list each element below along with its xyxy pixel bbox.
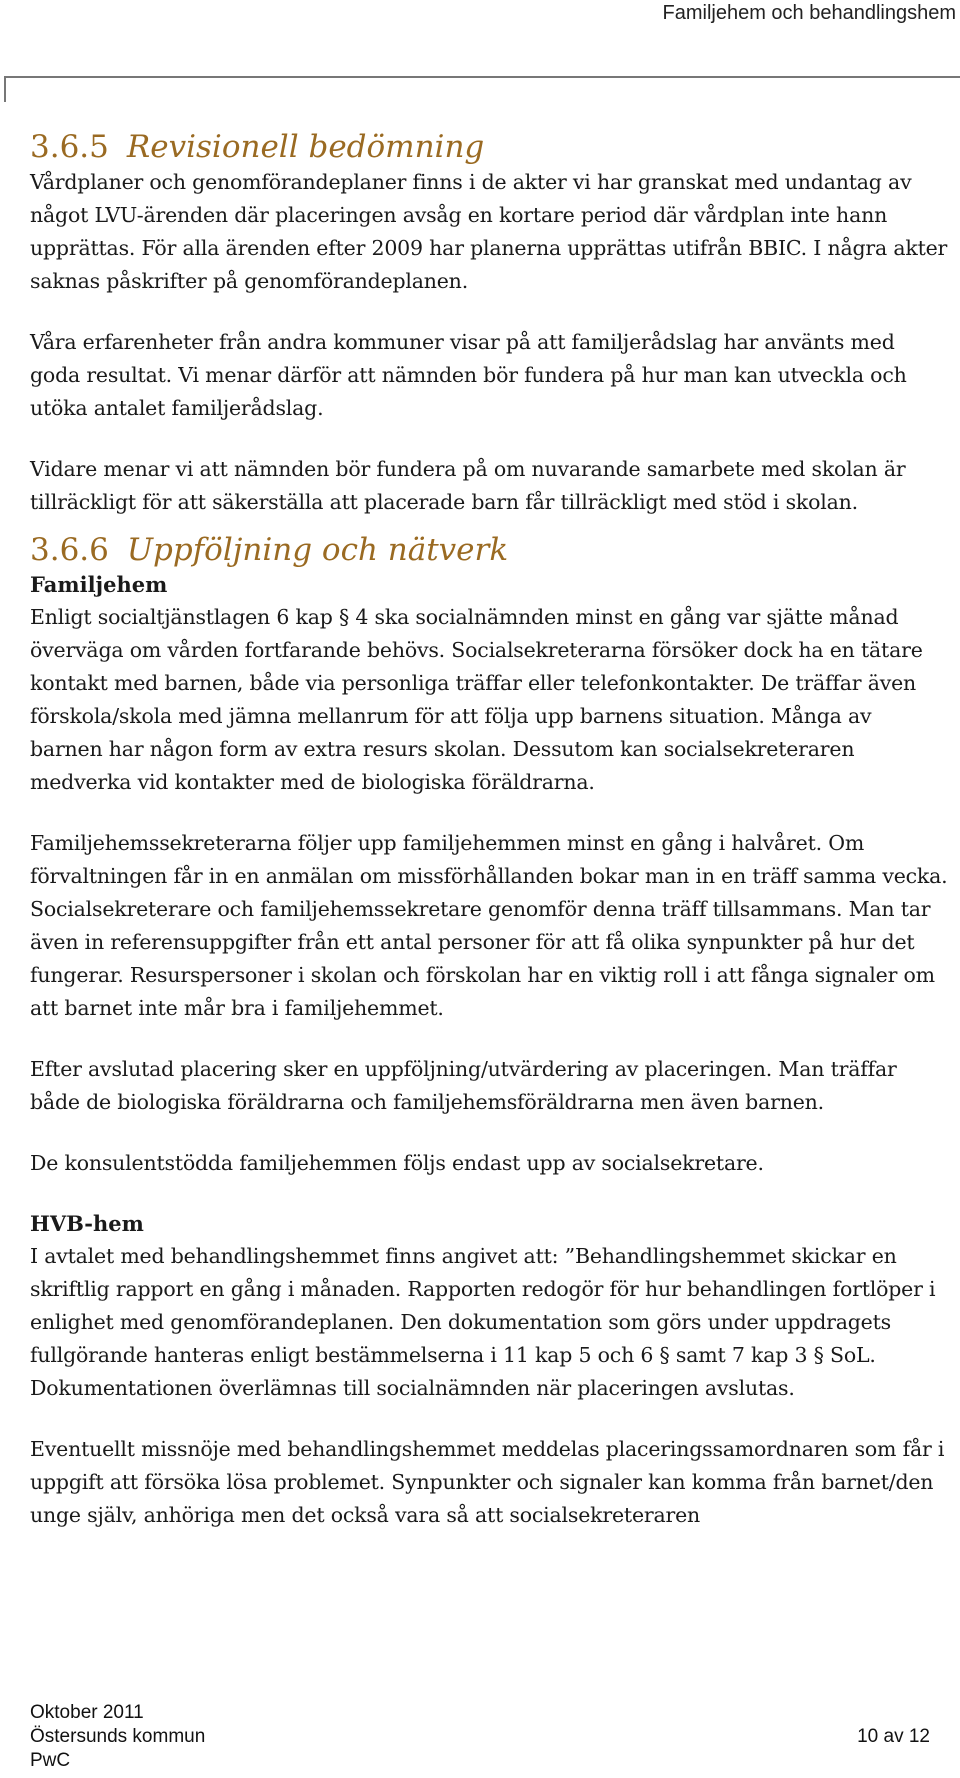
section-number-prefix: 3.6. bbox=[30, 532, 90, 568]
header-rule bbox=[4, 76, 960, 78]
paragraph: Vårdplaner och genomförandeplaner finns i de akter vi har granskat med undantag av något LVU-ärenden där placeringen avsåg en kortare period där vårdplan inte hann upprättas. För alla ärenden efter 2009 har planerna upprättas utifrån BBIC. I några akter saknas påskrifter på genomförandeplanen. bbox=[30, 170, 948, 293]
section-heading-3-6-5 bbox=[30, 128, 950, 166]
paragraph: Familjehemssekreterarna följer upp familjehemmen minst en gång i halvåret. Om förvaltningen får in en anmälan om missförhållanden bokar man in en träff samma vecka. Socialsekreterare och familjehemssekretare genomför denna träff tillsammans. Man tar även in referensuppgifter från ett antal personer för att få olika synpunkter på hur det fungerar. Resurspersoner i skolan och förskolan har en viktig roll i att fånga signaler om att barnet inte mår bra i familjehemmet. bbox=[30, 831, 948, 1020]
section-number-prefix: 3.6. bbox=[30, 129, 90, 165]
document-body bbox=[30, 128, 950, 1532]
section-number-suffix: 6 bbox=[89, 532, 109, 568]
section-title: Revisionell bedömning bbox=[126, 129, 485, 165]
subheading-familjehem: Familjehem bbox=[30, 572, 168, 597]
footer-organization: Östersunds kommun bbox=[30, 1726, 206, 1747]
paragraph: Eventuellt missnöje med behandlingshemmet meddelas placeringssamordnaren som får i uppgift att försöka lösa problemet. Synpunkter och signaler kan komma från barnet/den unge själv, anhöriga men det också vara så att socialsekreteraren bbox=[30, 1437, 945, 1527]
subheading-hvb-hem: HVB-hem bbox=[30, 1211, 144, 1236]
running-header: Familjehem och behandlingshem bbox=[662, 2, 956, 24]
paragraph: Våra erfarenheter från andra kommuner visar på att familjerådslag har använts med goda resultat. Vi menar därför att nämnden bör fundera på hur man kan utveckla och utöka antalet familjerådslag. bbox=[30, 330, 907, 420]
paragraph: Vidare menar vi att nämnden bör fundera på om nuvarande samarbete med skolan är tillräckligt för att säkerställa att placerade barn får tillräckligt med stöd i skolan. bbox=[30, 457, 906, 514]
paragraph: De konsulentstödda familjehemmen följs endast upp av socialsekretare. bbox=[30, 1151, 764, 1175]
section-number-suffix: 5 bbox=[89, 129, 109, 165]
page-footer bbox=[30, 1701, 205, 1773]
paragraph: I avtalet med behandlingshemmet finns angivet att: ”Behandlingshemmet skickar en skriftlig rapport en gång i månaden. Rapporten redogör för hur behandlingen fortlöper i enlighet med genomförandeplanen. Den dokumentation som görs under uppdragets fullgörande hanteras enligt bestämmelserna i 11 kap 5 och 6 § samt 7 kap 3 § SoL. Dokumentationen överlämnas till socialnämnden när placeringen avslutas. bbox=[30, 1244, 936, 1400]
paragraph: Efter avslutad placering sker en uppföljning/utvärdering av placeringen. Man träffar både de biologiska föräldrarna och familjehemsföräldrarna men även barnen. bbox=[30, 1057, 897, 1114]
page-number: 10 av 12 bbox=[857, 1726, 930, 1747]
footer-date: Oktober 2011 bbox=[30, 1702, 144, 1723]
header-tick bbox=[4, 76, 6, 102]
footer-firm: PwC bbox=[30, 1750, 71, 1771]
paragraph: Enligt socialtjänstlagen 6 kap § 4 ska socialnämnden minst en gång var sjätte månad överväga om vården fortfarande behövs. Socialsekreterarna försöker dock ha en tätare kontakt med barnen, både via personliga träffar eller telefonkontakter. De träffar även förskola/skola med jämna mellanrum för att följa upp barnens situation. Många av barnen har någon form av extra resurs skolan. Dessutom kan socialsekreteraren medverka vid kontakter med de biologiska föräldrarna. bbox=[30, 605, 923, 794]
section-title: Uppföljning och nätverk bbox=[126, 532, 509, 568]
section-heading-3-6-6 bbox=[30, 531, 950, 569]
